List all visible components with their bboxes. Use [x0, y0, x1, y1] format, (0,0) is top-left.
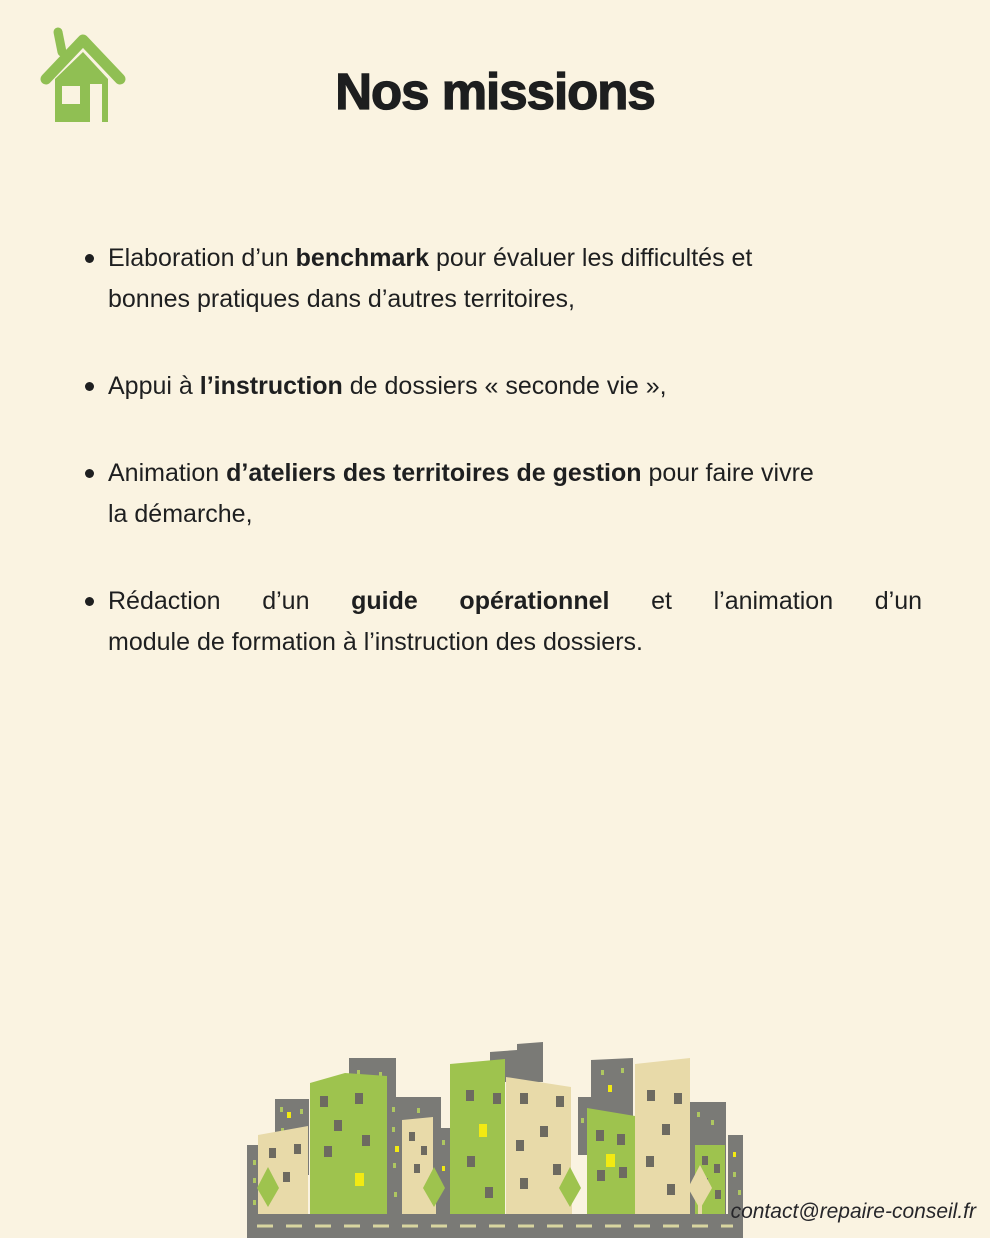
city-skyline-illustration: [245, 1040, 745, 1238]
mission-bullet: Appui à l’instruction de dossiers « seconde vie »,: [88, 366, 922, 407]
page-title: Nos missions: [335, 63, 655, 120]
mission-bullet: Rédaction d’un guide opérationnel et l’animation d’un module de formation à l’instruction des dossiers.: [88, 581, 922, 663]
mission-bullet: Animation d’ateliers des territoires de gestion pour faire vivre la démarche,: [88, 453, 922, 535]
mission-list: [88, 238, 922, 709]
mission-bullet: Elaboration d’un benchmark pour évaluer les difficultés et bonnes pratiques dans d’autres territoires,: [88, 238, 922, 320]
contact-email: contact@repaire-conseil.fr: [730, 1200, 976, 1223]
